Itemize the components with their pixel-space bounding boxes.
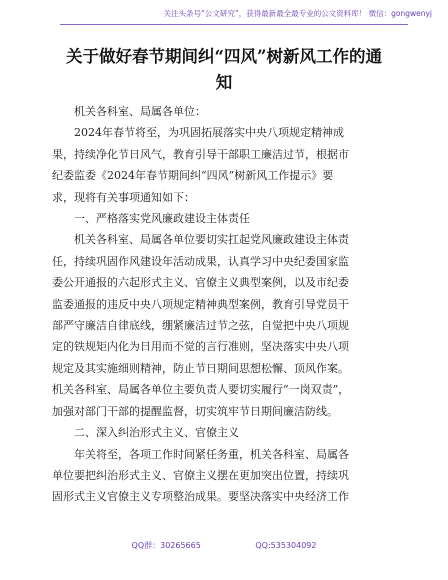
title-line-1: 关于做好春节期间纠“四风”树新风工作的通 (66, 47, 382, 66)
document-title (48, 44, 400, 96)
section-1-line: 机关各科室、局属各单位要切实扛起党风廉政建设主体责 (74, 233, 349, 247)
section-1-line: 机关各科室、局属各单位主要负责人要切实履行“一岗双责”， (52, 383, 350, 397)
footer-qq-group: QQ群：30265665 (131, 541, 201, 550)
header-divider (60, 24, 408, 25)
section-1-heading: 一、严格落实党风廉政建设主体责任 (74, 212, 250, 226)
section-1-line: 部严守廉洁自律底线，绷紧廉洁过节之弦，自觉把中央八项规 (52, 319, 349, 333)
section-1-line: 委公开通报的六起形式主义、官僚主义典型案例，以及市纪委 (52, 276, 349, 290)
document-body (52, 101, 388, 508)
salutation: 机关各科室、局属各单位： (74, 105, 206, 118)
section-2-heading: 二、深入纠治形式主义、官僚主义 (74, 426, 239, 440)
section-1-line: 定的铁规矩内化为日用而不觉的言行准则，坚决落实中央八项 (52, 340, 349, 354)
section-1-line: 加强对部门干部的提醒监督，切实筑牢节日期间廉洁防线。 (52, 404, 338, 418)
footer-contact (0, 540, 448, 551)
intro-line: 纪委监委《2024年春节期间纠“四风”树新风工作提示》要 (52, 169, 334, 183)
intro-line: 求，现将有关事项通知如下： (52, 190, 195, 204)
section-1-line: 规定及其实施细则精神，防止节日期间思想松懈、顶风作案。 (52, 361, 349, 375)
section-1-line: 任，持续巩固作风建设年活动成果，认真学习中央纪委国家监 (52, 254, 349, 268)
section-1-line: 监委通报的违反中央八项规定精神典型案例，教育引导党员干 (52, 297, 349, 311)
intro-line: 果，持续净化节日风气，教育引导干部职工廉洁过节，根据市 (52, 147, 349, 161)
section-2-line: 年关将至，各项工作时间紧任务重，机关各科室、局属各 (74, 447, 349, 461)
section-2-line: 单位要把纠治形式主义、官僚主义摆在更加突出位置，持续巩 (52, 468, 349, 482)
section-2-line: 固形式主义官僚主义专项整治成果。要坚决落实中央经济工作 (52, 490, 349, 504)
intro-line: 2024年春节将至，为巩固拓展落实中央八项规定精神成 (74, 126, 344, 140)
title-line-2: 知 (215, 73, 233, 92)
header-banner: 关注头条号“公文研究”，获得最新最全最专业的公文资料库！ 微信：gongwenyj (163, 9, 432, 18)
footer-qq: QQ:535304092 (255, 541, 317, 550)
